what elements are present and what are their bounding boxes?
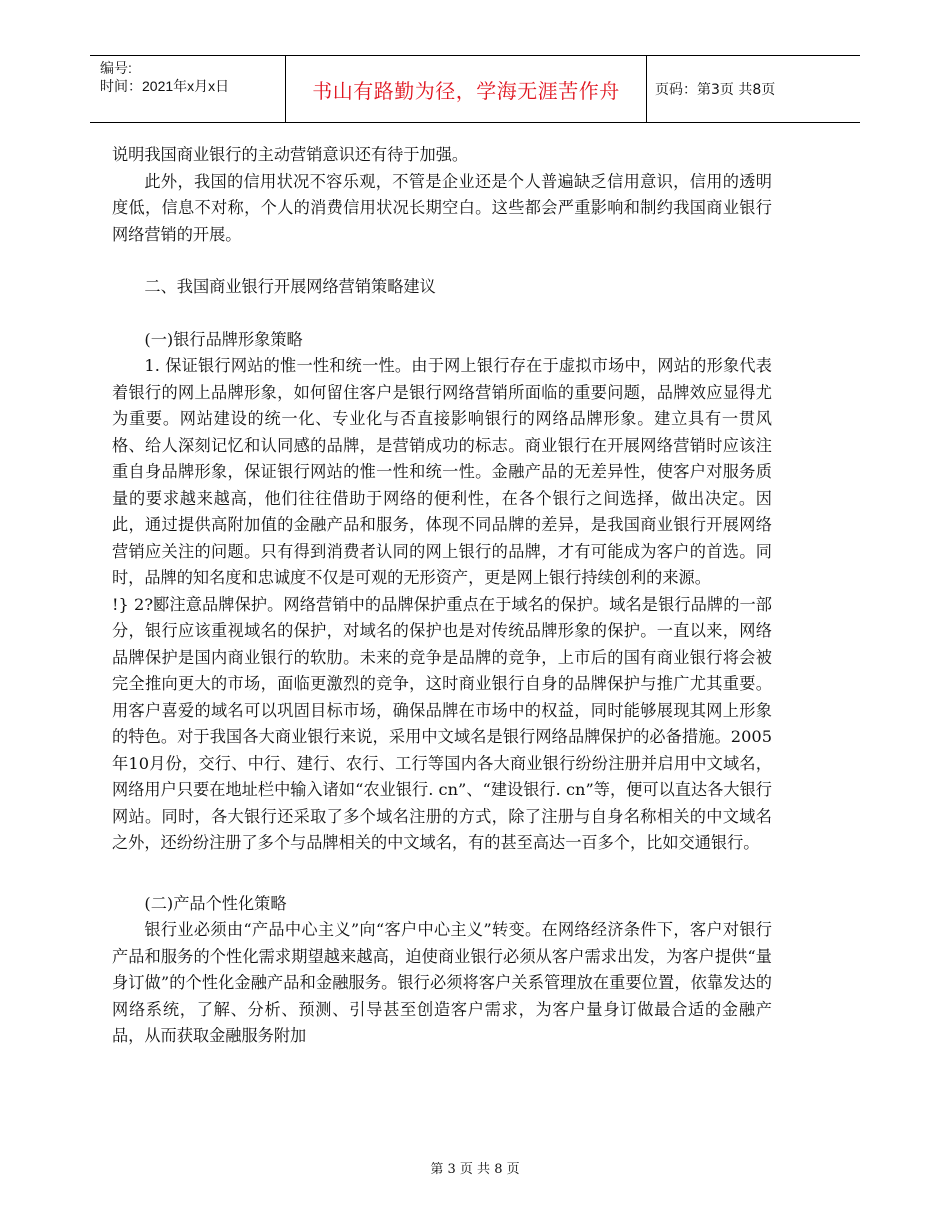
time-label: 时间：2021年x月x日 (100, 78, 230, 94)
header-page-info: 页码：第3页 共8页 (655, 82, 776, 98)
header-meta (90, 56, 286, 122)
paragraph-continuation: 说明我国商业银行的主动营销意识还有待于加强。 (112, 145, 469, 164)
paragraph-credit-status: 此外，我国的信用状况不容乐观，不管是企业还是个人普遍缺乏信用意识，信用的透明度低，信息不对称，个人的消费信用状况长期空白。这些都会严重影响和制约我国商业银行网络营销的开展。 (112, 171, 772, 244)
paragraph-brand-protection: !} 2?郾注意品牌保护。网络营销中的品牌保护重点在于域名的保护。域名是银行品牌的一部分，银行应该重视域名的保护，对域名的保护也是对传统品牌形象的保护。一直以来，网络品牌保护是国内商业银行的软肋。未来的竞争是品牌的竞争，上市后的国有商业银行将会被完全推向更大的市场，面临更激烈的竞争，这时商业银行自身的品牌保护与推广尤其重要。用客户喜爱的域名可以巩固目标市场，确保品牌在市场中的权益，同时能够展现其网上形象的特色。对于我国各大商业银行来说，采用中文域名是银行网络品牌保护的必备措施。2005年10月份，交行、中行、建行、农行、工行等国内各大商业银行纷纷注册并启用中文域名，网络用户只要在地址栏中输入诸如“农业银行. cn”、“建设银行. cn”等，便可以直达各大银行网站。同时，各大银行还采取了多个域名注册的方式，除了注册与自身名称相关的中文域名之外，还纷纷注册了多个与品牌相关的中文域名，有的甚至高达一百多个，比如交通银行。 (112, 594, 772, 852)
subsection-heading-product: (二)产品个性化策略 (144, 893, 287, 913)
page-header (90, 55, 860, 123)
page-footer: 第 3 页 共 8 页 (430, 1162, 520, 1177)
document-body (112, 142, 772, 1050)
subsection-heading-brand: (一)银行品牌形象策略 (144, 329, 303, 349)
header-motto: 书山有路勤为径，学海无涯苦作舟 (286, 56, 647, 122)
paragraph-website-uniqueness: 1. 保证银行网站的惟一性和统一性。由于网上银行存在于虚拟市场中，网站的形象代表着银行的网上品牌形象，如何留住客户是银行网络营销所面临的重要问题，品牌效应显得尤为重要。网站建设的统一化、专业化与否直接影响银行的网络品牌形象。建立具有一贯风格、给人深刻记忆和认同感的品牌，是营销成功的标志。商业银行在开展网络营销时应该注重自身品牌形象，保证银行网站的惟一性和统一性。金融产品的无差异性，使客户对服务质量的要求越来越高，他们往往借助于网络的便利性，在各个银行之间选择，做出决定。因此，通过提供高附加值的金融产品和服务，体现不同品牌的差异，是我国商业银行开展网络营销应关注的问题。只有得到消费者认同的网上银行的品牌，才有可能成为客户的首选。同时，品牌的知名度和忠诚度不仅是可观的无形资产，更是网上银行持续创利的来源。 (112, 356, 772, 587)
paragraph-product-personalization: 银行业必须由“产品中心主义”向“客户中心主义”转变。在网络经济条件下，客户对银行产品和服务的个性化需求期望越来越高，迫使商业银行必须从客户需求出发，为客户提供“量身订做”的个性化金融产品和金融服务。银行必须将客户关系管理放在重要位置，依靠发达的网络系统，了解、分析、预测、引导甚至创造客户需求，为客户量身订做最合适的金融产品，从而获取金融服务附加 (112, 920, 772, 1045)
code-label: 编号: (100, 60, 132, 76)
section-heading-2: 二、我国商业银行开展网络营销策略建议 (144, 277, 436, 296)
